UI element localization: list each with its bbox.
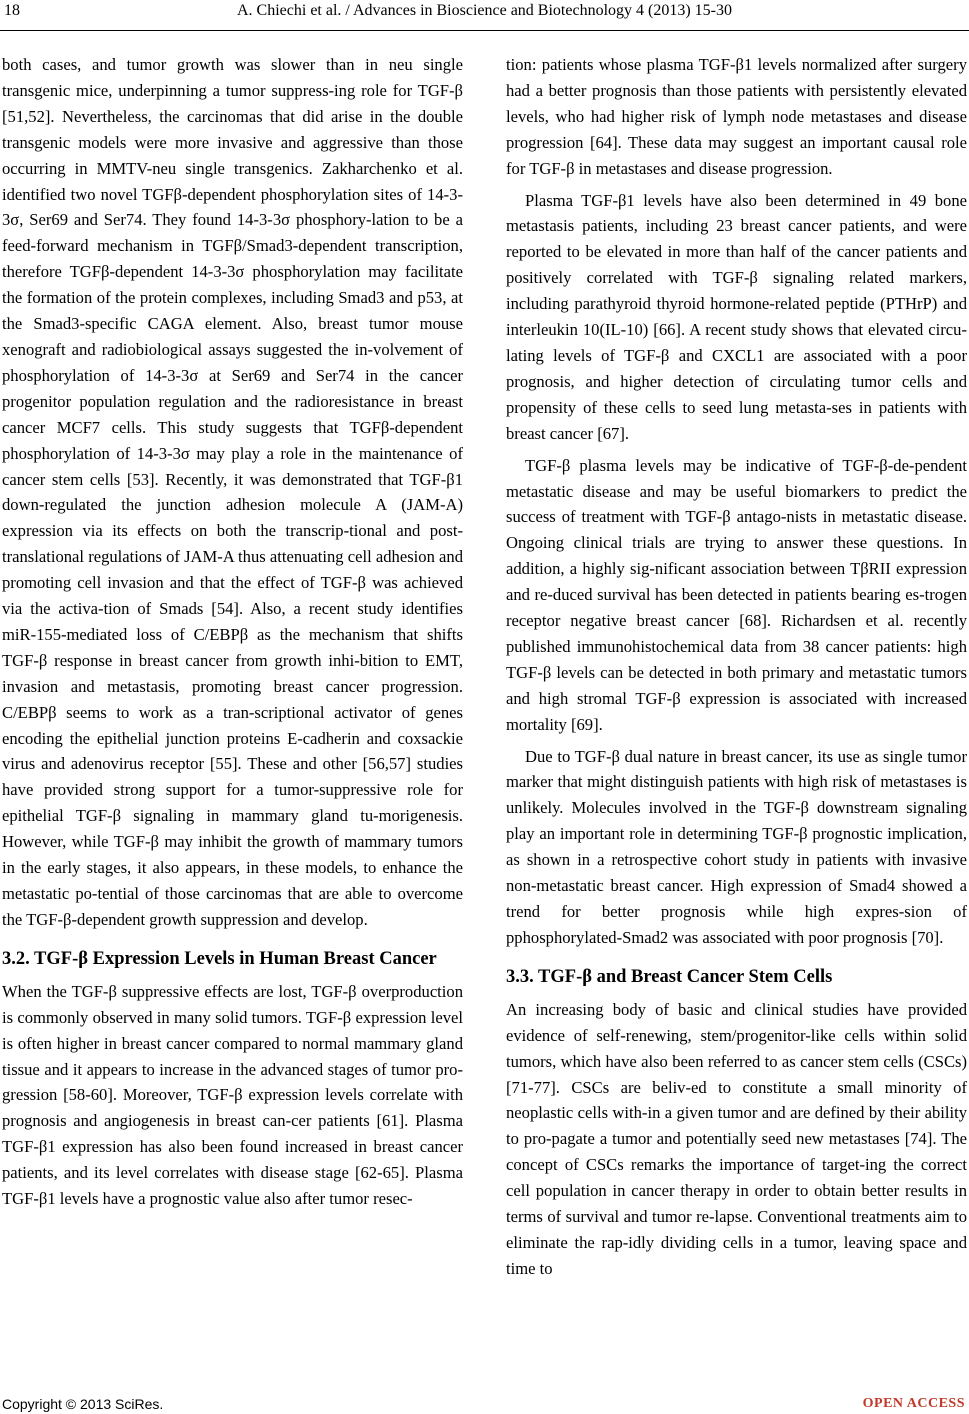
paragraph: Plasma TGF-β1 levels have also been determined in 49 bone metastasis patients, including 23 breast cancer patients, and were reported to be elevated in more than half of the cancer patients and positively correlated with TGF-β signaling related markers, including parathyroid thyroid hormone-related peptide (PTHrP) and interleukin 10(IL-10) [66]. A recent study shows that elevated circu-lating levels of TGF-β and CXCL1 are associated with a poor prognosis, and higher detection of circulating tumor cells and propensity of these cells to seed lung metasta-ses in patients with breast cancer [67]. (506, 190, 967, 443)
section-number: 3.2. (2, 948, 30, 969)
section-number: 3.3. (506, 966, 534, 987)
page-header (0, 0, 969, 34)
section-heading-3-2 (2, 947, 463, 971)
copyright-notice: Copyright © 2013 SciRes. (2, 1396, 164, 1412)
right-column (506, 52, 967, 1282)
section-heading-3-3 (506, 965, 967, 989)
page-number: 18 (4, 2, 20, 19)
paragraph: Due to TGF-β dual nature in breast cancer, its use as single tumor marker that might distinguish patients with high risk of metastases is unlikely. Molecules involved in the TGF-β downstream signaling play an important role in determining TGF-β prognostic implication, as shown in a retrospective cohort study in patients with invasive non-metastatic breast cancer. High expression of Smad4 showed a trend for better prognosis while high expres-sion of pphosphorylated-Smad2 was associated with poor prognosis [70]. (506, 746, 967, 947)
paragraph: both cases, and tumor growth was slower than in neu single transgenic mice, underpinning a tumor suppress-ing role for TGF-β [51,52]. Nevertheless, the carcinomas that did arise in the double transgenic models were more invasive and aggressive than those occurring in MMTV-neu single transgenics. Zakharchenko et al. identified two novel TGFβ-dependent phosphorylation sites of 14-3-3σ, Ser69 and Ser74. They found 14-3-3σ phosphory-lation to be a feed-forward mechanism in TGFβ/Smad3-dependent transcription, therefore TGFβ-dependent 14-3-3σ phosphorylation may facilitate the formation of the protein complexes, including Smad3 and p53, at the Smad3-specific CAGA element. Also, breast tumor mouse xenograft and radiobiological assays suggested the in-volvement of phosphorylation of 14-3-3σ at Ser69 and Ser74 in the cancer progenitor population regulation and the radioresistance in breast cancer MCF7 cells. This study suggests that TGFβ-dependent phosphorylation of 14-3-3σ may play a role in the maintenance of cancer stem cells [53]. Recently, it was demonstrated that TGF-β1 down-regulated the junction adhesion molecule A (JAM-A) expression via its effects on both the transcrip-tional and post-translational regulations of JAM-A thus attenuating cell adhesion and promoting cell invasion and that the effect of TGF-β was achieved via the activa-tion of Smads [54]. Also, a recent study identifies miR-155-mediated loss of C/EBPβ as the mechanism that shifts TGF-β response in breast cancer from growth inhi-bition to EMT, invasion and metastasis, promoting breast cancer progression. C/EBPβ seems to work as a tran-scriptional activator of genes encoding the epithelial junction proteins E-cadherin and coxsackie virus and adenovirus receptor [55]. These and other [56,57] studies have provided strong support for a tumor-suppressive role for epithelial TGF-β signaling in mammary gland tu-morigenesis. However, while TGF-β may inhibit the growth of mammary tumors in the early stages, it also appears, in these models, to enhance the metastatic po-tential of those carcinomas that are able to overcome the TGF-β-dependent growth suppression and develop. (2, 55, 463, 929)
paragraph: TGF-β plasma levels may be indicative of TGF-β-de-pendent metastatic disease and may be useful biomarkers to predict the success of treatment with TGF-β antago-nists in metastatic disease. Ongoing clinical trials are trying to answer these questions. In addition, a highly sig-nificant association between TβRII expression and re-duced survival has been detected in patients bearing es-trogen receptor negative breast cancer [68]. Richardsen et al. recently published immunohistochemical data from 38 cancer patients: high TGF-β levels can be detected in both primary and metastatic tumors and high stromal TGF-β expression is associated with increased mortality [69]. (506, 455, 967, 734)
running-title: A. Chiechi et al. / Advances in Bioscience and Biotechnology 4 (2013) 15-30 (237, 2, 732, 19)
paragraph: An increasing body of basic and clinical studies have provided evidence of self-renewing, stem/progenitor-like cells within solid tumors, which have also been referred to as cancer stem cells (CSCs) [71-77]. CSCs are beliv-ed to constitute a small minority of neoplastic cells with-in a given tumor and are defined by their ability to pro-pagate a tumor and potentially seed new metastases [74]. The concept of CSCs remarks the importance of target-ing the correct cell population in cancer therapy in order to obtain better results in terms of survival and tumor re-lapse. Conventional treatments aim to eliminate the rap-idly dividing cells in a tumor, leaving space and time to (506, 999, 967, 1278)
header-rule (0, 30, 969, 31)
section-title: TGF-β and Breast Cancer Stem Cells (538, 966, 833, 987)
section-title: TGF-β Expression Levels in Human Breast Cancer (34, 948, 437, 969)
left-column (2, 52, 463, 1212)
paragraph: tion: patients whose plasma TGF-β1 levels normalized after surgery had a better prognosis than those patients with persistently elevated levels, who had higher risk of lymph node metastases and disease progression [64]. These data may suggest an important causal role for TGF-β in metastases and disease progression. (506, 55, 967, 178)
paragraph: When the TGF-β suppressive effects are lost, TGF-β overproduction is commonly observed in many solid tumors. TGF-β expression level is often higher in breast cancer compared to normal mammary gland tissue and it appears to increase in the advanced stages of tumor pro-gression [58-60]. Moreover, TGF-β expression levels correlate with prognosis and angiogenesis in breast can-cer patients [61]. Plasma TGF-β1 expression has also been found increased in breast cancer patients, and its level correlates with disease stage [62-65]. Plasma TGF-β1 levels have a prognostic value also after tumor resec- (2, 981, 463, 1209)
open-access-label: OPEN ACCESS (862, 1396, 965, 1411)
